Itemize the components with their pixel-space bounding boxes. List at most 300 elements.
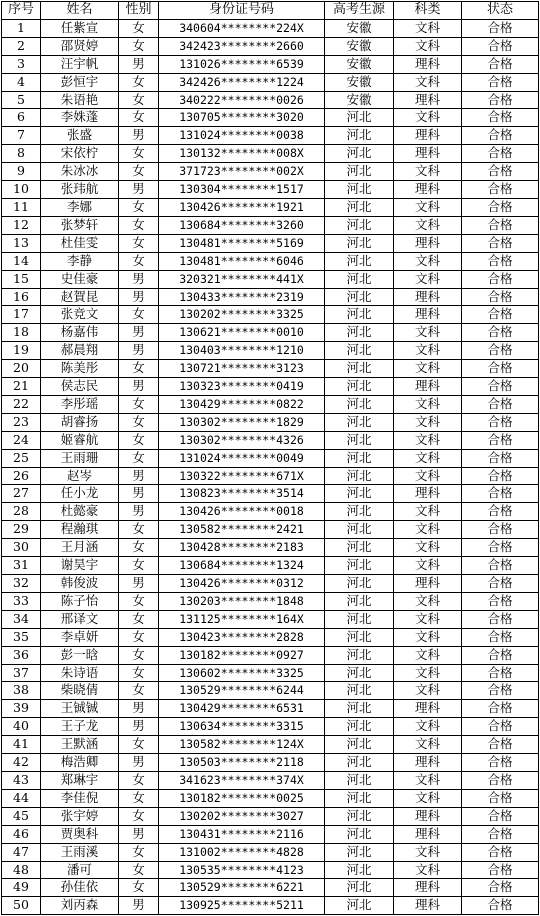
cell-gender: 女	[119, 664, 159, 682]
cell-index: 35	[2, 628, 41, 646]
cell-status: 合格	[462, 252, 539, 270]
cell-id-number: 130304********1517	[159, 181, 325, 199]
cell-id-number: 130426********1921	[159, 198, 325, 216]
cell-origin: 河北	[325, 646, 394, 664]
cell-index: 34	[2, 610, 41, 628]
cell-status: 合格	[462, 789, 539, 807]
cell-gender: 男	[119, 897, 159, 915]
cell-status: 合格	[462, 306, 539, 324]
cell-origin: 河北	[325, 879, 394, 897]
cell-name: 李静	[41, 252, 119, 270]
cell-name: 程瀚琪	[41, 521, 119, 539]
cell-origin: 河北	[325, 628, 394, 646]
cell-gender: 男	[119, 324, 159, 342]
table-row	[2, 700, 539, 718]
cell-id-number: 130529********6221	[159, 879, 325, 897]
cell-gender: 女	[119, 431, 159, 449]
col-header-name: 姓名	[41, 2, 119, 20]
table-row	[2, 807, 539, 825]
cell-origin: 河北	[325, 163, 394, 181]
cell-origin: 河北	[325, 682, 394, 700]
cell-name: 王铖铖	[41, 700, 119, 718]
cell-origin: 河北	[325, 825, 394, 843]
cell-name: 彭恒宇	[41, 73, 119, 91]
cell-index: 38	[2, 682, 41, 700]
cell-track: 文科	[394, 771, 462, 789]
table-row	[2, 592, 539, 610]
table-row	[2, 467, 539, 485]
cell-name: 胡睿扬	[41, 413, 119, 431]
cell-index: 16	[2, 288, 41, 306]
cell-name: 侯志民	[41, 378, 119, 396]
cell-status: 合格	[462, 91, 539, 109]
table-row	[2, 306, 539, 324]
cell-origin: 河北	[325, 360, 394, 378]
cell-gender: 女	[119, 395, 159, 413]
table-row	[2, 145, 539, 163]
cell-id-number: 130202********3325	[159, 306, 325, 324]
table-row	[2, 413, 539, 431]
cell-status: 合格	[462, 431, 539, 449]
cell-index: 42	[2, 754, 41, 772]
cell-id-number: 130426********0018	[159, 503, 325, 521]
cell-id-number: 130481********5169	[159, 234, 325, 252]
cell-name: 杨嘉伟	[41, 324, 119, 342]
cell-id-number: 130684********3260	[159, 216, 325, 234]
col-header-status: 状态	[462, 2, 539, 20]
cell-origin: 河北	[325, 718, 394, 736]
cell-index: 22	[2, 395, 41, 413]
cell-index: 29	[2, 521, 41, 539]
cell-gender: 女	[119, 861, 159, 879]
cell-track: 文科	[394, 19, 462, 37]
cell-track: 文科	[394, 736, 462, 754]
cell-origin: 河北	[325, 539, 394, 557]
cell-origin: 河北	[325, 127, 394, 145]
cell-origin: 河北	[325, 181, 394, 199]
cell-origin: 河北	[325, 378, 394, 396]
cell-id-number: 131125********164X	[159, 610, 325, 628]
cell-origin: 河北	[325, 252, 394, 270]
cell-name: 张盛	[41, 127, 119, 145]
cell-name: 陈子怡	[41, 592, 119, 610]
cell-id-number: 130433********2319	[159, 288, 325, 306]
cell-track: 理科	[394, 485, 462, 503]
cell-index: 9	[2, 163, 41, 181]
cell-origin: 河北	[325, 234, 394, 252]
cell-index: 32	[2, 575, 41, 593]
cell-status: 合格	[462, 771, 539, 789]
cell-gender: 男	[119, 288, 159, 306]
cell-index: 23	[2, 413, 41, 431]
cell-name: 张梦轩	[41, 216, 119, 234]
cell-name: 李娜	[41, 198, 119, 216]
cell-name: 张宇婷	[41, 807, 119, 825]
cell-id-number: 342426********1224	[159, 73, 325, 91]
cell-origin: 河北	[325, 395, 394, 413]
cell-id-number: 131026********6539	[159, 55, 325, 73]
table-row	[2, 449, 539, 467]
cell-index: 20	[2, 360, 41, 378]
table-row	[2, 682, 539, 700]
cell-id-number: 130684********1324	[159, 557, 325, 575]
cell-origin: 河北	[325, 861, 394, 879]
table-row	[2, 181, 539, 199]
cell-id-number: 341623********374X	[159, 771, 325, 789]
cell-track: 文科	[394, 109, 462, 127]
cell-gender: 男	[119, 55, 159, 73]
cell-status: 合格	[462, 897, 539, 915]
cell-track: 文科	[394, 467, 462, 485]
cell-index: 50	[2, 897, 41, 915]
cell-status: 合格	[462, 270, 539, 288]
cell-origin: 河北	[325, 306, 394, 324]
cell-id-number: 130429********6531	[159, 700, 325, 718]
cell-status: 合格	[462, 521, 539, 539]
cell-name: 李佳倪	[41, 789, 119, 807]
cell-origin: 河北	[325, 736, 394, 754]
cell-origin: 河北	[325, 610, 394, 628]
cell-name: 朱诗语	[41, 664, 119, 682]
cell-status: 合格	[462, 843, 539, 861]
cell-index: 28	[2, 503, 41, 521]
cell-gender: 男	[119, 467, 159, 485]
cell-origin: 河北	[325, 503, 394, 521]
cell-track: 理科	[394, 181, 462, 199]
cell-gender: 女	[119, 610, 159, 628]
table-row	[2, 19, 539, 37]
cell-status: 合格	[462, 539, 539, 557]
cell-origin: 河北	[325, 288, 394, 306]
cell-name: 郑琳宇	[41, 771, 119, 789]
cell-status: 合格	[462, 73, 539, 91]
cell-status: 合格	[462, 592, 539, 610]
table-row	[2, 610, 539, 628]
cell-track: 文科	[394, 163, 462, 181]
cell-track: 文科	[394, 360, 462, 378]
cell-gender: 女	[119, 843, 159, 861]
cell-gender: 男	[119, 718, 159, 736]
cell-id-number: 130503********2118	[159, 754, 325, 772]
cell-id-number: 131002********4828	[159, 843, 325, 861]
cell-gender: 女	[119, 73, 159, 91]
cell-gender: 女	[119, 646, 159, 664]
table-row	[2, 557, 539, 575]
cell-name: 贾奥科	[41, 825, 119, 843]
col-header-track: 科类	[394, 2, 462, 20]
cell-gender: 女	[119, 198, 159, 216]
cell-id-number: 130634********3315	[159, 718, 325, 736]
cell-status: 合格	[462, 342, 539, 360]
cell-name: 郝晨翔	[41, 342, 119, 360]
cell-origin: 河北	[325, 342, 394, 360]
cell-name: 姬睿航	[41, 431, 119, 449]
cell-track: 理科	[394, 234, 462, 252]
cell-index: 31	[2, 557, 41, 575]
table-row	[2, 628, 539, 646]
cell-name: 史佳豪	[41, 270, 119, 288]
cell-id-number: 131024********0038	[159, 127, 325, 145]
cell-track: 文科	[394, 718, 462, 736]
cell-status: 合格	[462, 216, 539, 234]
cell-name: 彭一晗	[41, 646, 119, 664]
cell-origin: 河北	[325, 843, 394, 861]
cell-id-number: 130823********3514	[159, 485, 325, 503]
cell-status: 合格	[462, 360, 539, 378]
cell-track: 文科	[394, 503, 462, 521]
cell-index: 17	[2, 306, 41, 324]
cell-gender: 男	[119, 485, 159, 503]
cell-track: 理科	[394, 306, 462, 324]
cell-name: 王子龙	[41, 718, 119, 736]
cell-id-number: 130621********0010	[159, 324, 325, 342]
cell-status: 合格	[462, 825, 539, 843]
cell-index: 24	[2, 431, 41, 449]
cell-index: 1	[2, 19, 41, 37]
cell-id-number: 130582********124X	[159, 736, 325, 754]
cell-id-number: 130403********1210	[159, 342, 325, 360]
cell-track: 理科	[394, 825, 462, 843]
table-row	[2, 270, 539, 288]
cell-gender: 男	[119, 342, 159, 360]
cell-status: 合格	[462, 198, 539, 216]
table-row	[2, 539, 539, 557]
cell-status: 合格	[462, 557, 539, 575]
cell-name: 王雨溪	[41, 843, 119, 861]
cell-origin: 安徽	[325, 37, 394, 55]
cell-status: 合格	[462, 109, 539, 127]
cell-name: 赵岑	[41, 467, 119, 485]
cell-track: 文科	[394, 252, 462, 270]
cell-gender: 女	[119, 771, 159, 789]
cell-track: 文科	[394, 342, 462, 360]
cell-origin: 河北	[325, 324, 394, 342]
cell-track: 理科	[394, 378, 462, 396]
cell-origin: 河北	[325, 270, 394, 288]
cell-origin: 河北	[325, 807, 394, 825]
cell-gender: 男	[119, 503, 159, 521]
cell-id-number: 130481********6046	[159, 252, 325, 270]
cell-track: 文科	[394, 216, 462, 234]
table-row	[2, 288, 539, 306]
cell-name: 王默涵	[41, 736, 119, 754]
cell-status: 合格	[462, 413, 539, 431]
cell-status: 合格	[462, 646, 539, 664]
cell-id-number: 130602********3325	[159, 664, 325, 682]
cell-origin: 河北	[325, 145, 394, 163]
table-row	[2, 897, 539, 915]
cell-track: 理科	[394, 91, 462, 109]
cell-index: 39	[2, 700, 41, 718]
table-row	[2, 378, 539, 396]
cell-origin: 安徽	[325, 55, 394, 73]
col-header-origin: 高考生源	[325, 2, 394, 20]
cell-index: 49	[2, 879, 41, 897]
cell-status: 合格	[462, 127, 539, 145]
cell-origin: 河北	[325, 897, 394, 915]
cell-status: 合格	[462, 181, 539, 199]
cell-name: 李姝蓬	[41, 109, 119, 127]
cell-track: 文科	[394, 539, 462, 557]
table-row	[2, 521, 539, 539]
cell-index: 33	[2, 592, 41, 610]
cell-gender: 男	[119, 270, 159, 288]
cell-name: 邵贤婷	[41, 37, 119, 55]
cell-gender: 男	[119, 181, 159, 199]
cell-id-number: 130428********2183	[159, 539, 325, 557]
table-row	[2, 431, 539, 449]
table-row	[2, 754, 539, 772]
cell-track: 理科	[394, 879, 462, 897]
cell-track: 理科	[394, 700, 462, 718]
cell-name: 谢昊宇	[41, 557, 119, 575]
table-row	[2, 234, 539, 252]
cell-name: 杜佳雯	[41, 234, 119, 252]
cell-track: 文科	[394, 789, 462, 807]
table-row	[2, 37, 539, 55]
cell-origin: 河北	[325, 485, 394, 503]
cell-id-number: 130423********2828	[159, 628, 325, 646]
table-row	[2, 73, 539, 91]
cell-track: 文科	[394, 557, 462, 575]
cell-gender: 男	[119, 825, 159, 843]
cell-status: 合格	[462, 19, 539, 37]
cell-status: 合格	[462, 37, 539, 55]
table-row	[2, 252, 539, 270]
cell-index: 41	[2, 736, 41, 754]
cell-origin: 河北	[325, 216, 394, 234]
cell-status: 合格	[462, 485, 539, 503]
table-row	[2, 503, 539, 521]
cell-gender: 男	[119, 127, 159, 145]
cell-index: 45	[2, 807, 41, 825]
cell-name: 李卓妍	[41, 628, 119, 646]
cell-status: 合格	[462, 861, 539, 879]
cell-status: 合格	[462, 807, 539, 825]
cell-index: 40	[2, 718, 41, 736]
cell-origin: 河北	[325, 109, 394, 127]
cell-track: 理科	[394, 127, 462, 145]
cell-origin: 河北	[325, 431, 394, 449]
cell-track: 文科	[394, 449, 462, 467]
table-row	[2, 843, 539, 861]
cell-id-number: 340222********0026	[159, 91, 325, 109]
cell-gender: 女	[119, 37, 159, 55]
cell-gender: 女	[119, 306, 159, 324]
cell-name: 赵賀昆	[41, 288, 119, 306]
cell-id-number: 130203********1848	[159, 592, 325, 610]
cell-origin: 河北	[325, 700, 394, 718]
col-header-index: 序号	[2, 2, 41, 20]
cell-index: 10	[2, 181, 41, 199]
cell-origin: 河北	[325, 521, 394, 539]
cell-status: 合格	[462, 467, 539, 485]
cell-origin: 河北	[325, 592, 394, 610]
cell-track: 文科	[394, 431, 462, 449]
cell-status: 合格	[462, 879, 539, 897]
cell-name: 任紫宣	[41, 19, 119, 37]
table-row	[2, 109, 539, 127]
cell-gender: 男	[119, 754, 159, 772]
cell-origin: 河北	[325, 449, 394, 467]
cell-status: 合格	[462, 55, 539, 73]
cell-id-number: 130529********6244	[159, 682, 325, 700]
cell-status: 合格	[462, 700, 539, 718]
cell-gender: 女	[119, 234, 159, 252]
cell-name: 柴晓倩	[41, 682, 119, 700]
cell-name: 王雨珊	[41, 449, 119, 467]
cell-status: 合格	[462, 378, 539, 396]
cell-name: 朱冰冰	[41, 163, 119, 181]
cell-gender: 女	[119, 449, 159, 467]
cell-gender: 女	[119, 19, 159, 37]
table-row	[2, 485, 539, 503]
cell-index: 3	[2, 55, 41, 73]
cell-index: 12	[2, 216, 41, 234]
cell-index: 44	[2, 789, 41, 807]
cell-origin: 安徽	[325, 19, 394, 37]
cell-origin: 河北	[325, 413, 394, 431]
cell-name: 梅浩卿	[41, 754, 119, 772]
cell-track: 理科	[394, 55, 462, 73]
cell-track: 文科	[394, 628, 462, 646]
cell-status: 合格	[462, 503, 539, 521]
cell-origin: 安徽	[325, 73, 394, 91]
cell-origin: 河北	[325, 754, 394, 772]
cell-index: 11	[2, 198, 41, 216]
table-row	[2, 718, 539, 736]
col-header-gender: 性别	[119, 2, 159, 20]
cell-track: 理科	[394, 807, 462, 825]
cell-name: 陈美彤	[41, 360, 119, 378]
cell-track: 文科	[394, 521, 462, 539]
cell-origin: 河北	[325, 467, 394, 485]
cell-gender: 女	[119, 216, 159, 234]
cell-gender: 女	[119, 145, 159, 163]
cell-index: 48	[2, 861, 41, 879]
cell-gender: 女	[119, 413, 159, 431]
cell-id-number: 130202********3027	[159, 807, 325, 825]
table-row	[2, 789, 539, 807]
cell-track: 文科	[394, 198, 462, 216]
cell-status: 合格	[462, 628, 539, 646]
cell-track: 文科	[394, 37, 462, 55]
cell-status: 合格	[462, 234, 539, 252]
cell-gender: 女	[119, 789, 159, 807]
cell-gender: 女	[119, 539, 159, 557]
cell-gender: 女	[119, 557, 159, 575]
cell-gender: 男	[119, 378, 159, 396]
cell-track: 文科	[394, 395, 462, 413]
student-table	[1, 1, 539, 915]
table-row	[2, 825, 539, 843]
table-row	[2, 861, 539, 879]
cell-name: 张玮航	[41, 181, 119, 199]
cell-id-number: 130132********008X	[159, 145, 325, 163]
cell-name: 潘可	[41, 861, 119, 879]
cell-gender: 女	[119, 252, 159, 270]
cell-gender: 女	[119, 592, 159, 610]
cell-id-number: 130721********3123	[159, 360, 325, 378]
cell-gender: 女	[119, 682, 159, 700]
cell-track: 文科	[394, 843, 462, 861]
cell-status: 合格	[462, 288, 539, 306]
cell-track: 文科	[394, 610, 462, 628]
cell-name: 王月涵	[41, 539, 119, 557]
table-row	[2, 127, 539, 145]
table-row	[2, 646, 539, 664]
cell-index: 25	[2, 449, 41, 467]
